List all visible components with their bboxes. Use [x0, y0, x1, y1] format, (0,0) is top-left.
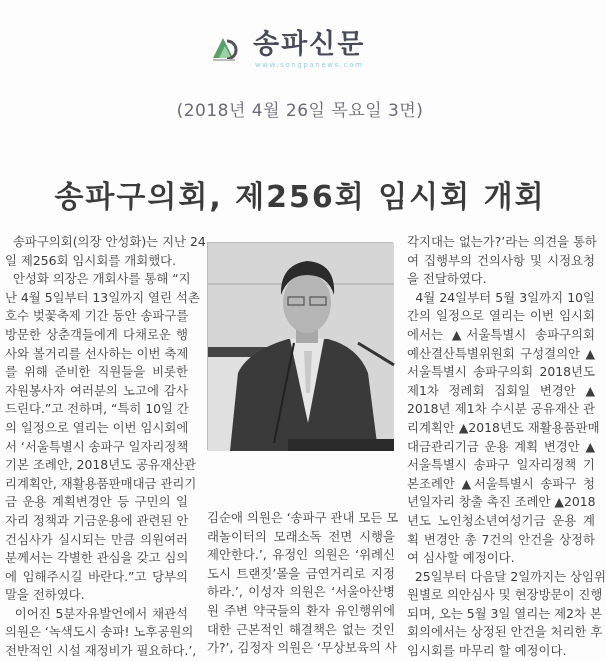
- article-text-line: 제1차 정례회 집회일 변경안 ▲: [407, 382, 595, 398]
- article-text-line: 임시회를 마무리 할 예정이다.: [407, 643, 567, 659]
- article-text-line: 여 집행부의 건의사항 및 시정요청: [407, 252, 595, 268]
- article-photo: [207, 242, 393, 450]
- headline: 송파구의회, 제256회 임시회 개회: [54, 180, 546, 215]
- brand: [253, 30, 365, 69]
- article-text-line: 의 일정으로 열리는 이번 임시회에: [5, 419, 189, 435]
- article-text-line: 되며, 오는 5월 3일 열리는 제2차 본: [407, 605, 602, 621]
- brand-name: 송파신문: [253, 29, 366, 60]
- article-column-middle: [207, 509, 399, 658]
- article-text-line: 일 제256회 임시회를 개회했다.: [5, 252, 177, 268]
- article-text-line: 원 주변 약국들의 환자 유인행위에: [207, 602, 395, 618]
- article-column-left: [5, 233, 206, 661]
- article-text-line: 분께서는 각별한 관심을 갖고 심의: [5, 550, 189, 566]
- article-text-line: 을 전달하였다.: [407, 271, 487, 287]
- article-text-line: 년일자리 창출 촉진 조례안 ▲2018: [407, 494, 596, 510]
- article-text-line: 서 ‘서울특별시 송파구 일자리정책: [5, 438, 189, 454]
- article-text-line: 간의 일정으로 열리는 이번 임시회: [407, 308, 595, 324]
- article-text-line: 2018년 제1차 수시분 공유재산 관: [407, 401, 595, 417]
- article-text-line: 4월 24일부터 5월 3일까지 10일: [407, 289, 595, 305]
- article-text-line: 를 위해 준비한 직원들을 비롯한: [5, 364, 188, 380]
- article-text-line: 원별로 의안심사 및 현장방문이 진행: [407, 587, 603, 603]
- article-text-line: 래놀이터의 모래소독 전면 시행을: [207, 528, 395, 544]
- article-text-line: 호수 벚꽃축제 기간 동안 송파구를: [5, 308, 189, 324]
- article-text-line: 자리 정책과 기금운용에 관련된 안: [5, 512, 189, 528]
- article-text-line: 의원은 ‘녹색도시 송파! 노후공원의: [5, 624, 194, 640]
- article-text-line: 전반적인 시설 재정비가 필요하다.’,: [5, 643, 197, 659]
- article-text-line: 년도 노인청소년여성기금 운용 계: [407, 512, 595, 528]
- article-text-line: 에서는 ▲서울특별시 송파구의회: [407, 326, 595, 342]
- article-text-line: 도시 트랜짓’몰을 금연거리로 지정: [207, 565, 395, 581]
- article-text-line: 방문한 상춘객들에게 다채로운 행: [5, 326, 188, 342]
- article-text-line: 이어진 5분자유발언에서 채관석: [5, 605, 188, 621]
- article-text-line: 리계획안, 재활용품판매대금 관리기: [5, 475, 197, 491]
- article-text-line: 25일부터 다음달 2일까지는 상임위: [407, 568, 606, 584]
- dateline: (2018년 4월 26일 목요일 3면): [176, 101, 424, 121]
- article-text-line: 드린다.”고 전하며, “특히 10일 간: [5, 401, 189, 417]
- article-text-line: 대금관리기금 운용 계획 변경안 ▲: [407, 438, 595, 454]
- brand-url: www.songpanews.com: [255, 61, 364, 69]
- article-text-line: 대한 근본적인 해결책은 없는 것인: [207, 621, 395, 637]
- speaker-photo-illustration: [208, 243, 394, 451]
- article-text-line: 김순애 의원은 ‘송파구 관내 모든 모: [207, 510, 399, 525]
- article-text-line: 각지대는 없는가?’라는 의견을 통하: [407, 234, 597, 249]
- article-text-line: 송파구의회(의장 안성화)는 지난 24: [5, 234, 206, 249]
- masthead: [211, 30, 365, 69]
- article-text-line: 여 심사할 예정이다.: [407, 550, 515, 566]
- article-text-line: 하라.’, 이성자 의원은 ‘서울아산병: [207, 584, 395, 600]
- article-text-line: 금 운용 계획변경안 등 구민의 일: [5, 494, 188, 510]
- article-column-right: [407, 233, 606, 661]
- article-text-line: 사와 볼거리를 선사하는 이번 축제: [5, 345, 189, 361]
- article-text-line: 에 임해주시길 바란다.”고 당부의: [5, 568, 188, 584]
- article-text-line: 난 4월 5일부터 13일까지 열린 석촌: [5, 289, 200, 305]
- article-text-line: 리계획안 ▲2018년도 재활용품판매: [407, 419, 600, 435]
- article-text-line: 안성화 의장은 개회사를 통해 “지: [5, 271, 191, 287]
- mountain-circle-logo-icon: [211, 32, 245, 62]
- article-text-line: 자원봉사자 여러분의 노고에 감사: [5, 382, 188, 398]
- article-text-line: 가?’, 김정자 의원은 ‘무상보육의 사: [207, 640, 397, 656]
- article-text-line: 예산결산특별위원회 구성결의안 ▲: [407, 345, 595, 361]
- article-text-line: 제안한다.’, 유정인 의원은 ‘위례신: [207, 547, 395, 563]
- article-text-line: 기본 조례안, 2018년도 공유재산관: [5, 457, 196, 473]
- article-text-line: 서울특별시 송파구 일자리정책 기: [407, 457, 595, 473]
- article-text-line: 본조례안 ▲서울특별시 송파구 청: [407, 475, 595, 491]
- article-text-line: 건심사가 실시되는 만큼 의원여러: [5, 531, 188, 547]
- article-text-line: 말을 전하였다.: [5, 587, 85, 603]
- article-text-line: 획 변경안 총 7건의 안건을 상정하: [407, 531, 595, 547]
- article-text-line: 서울특별시 송파구의회 2018년도: [407, 364, 595, 380]
- article-text-line: 회의에서는 상정된 안건을 처리한 후: [407, 624, 603, 640]
